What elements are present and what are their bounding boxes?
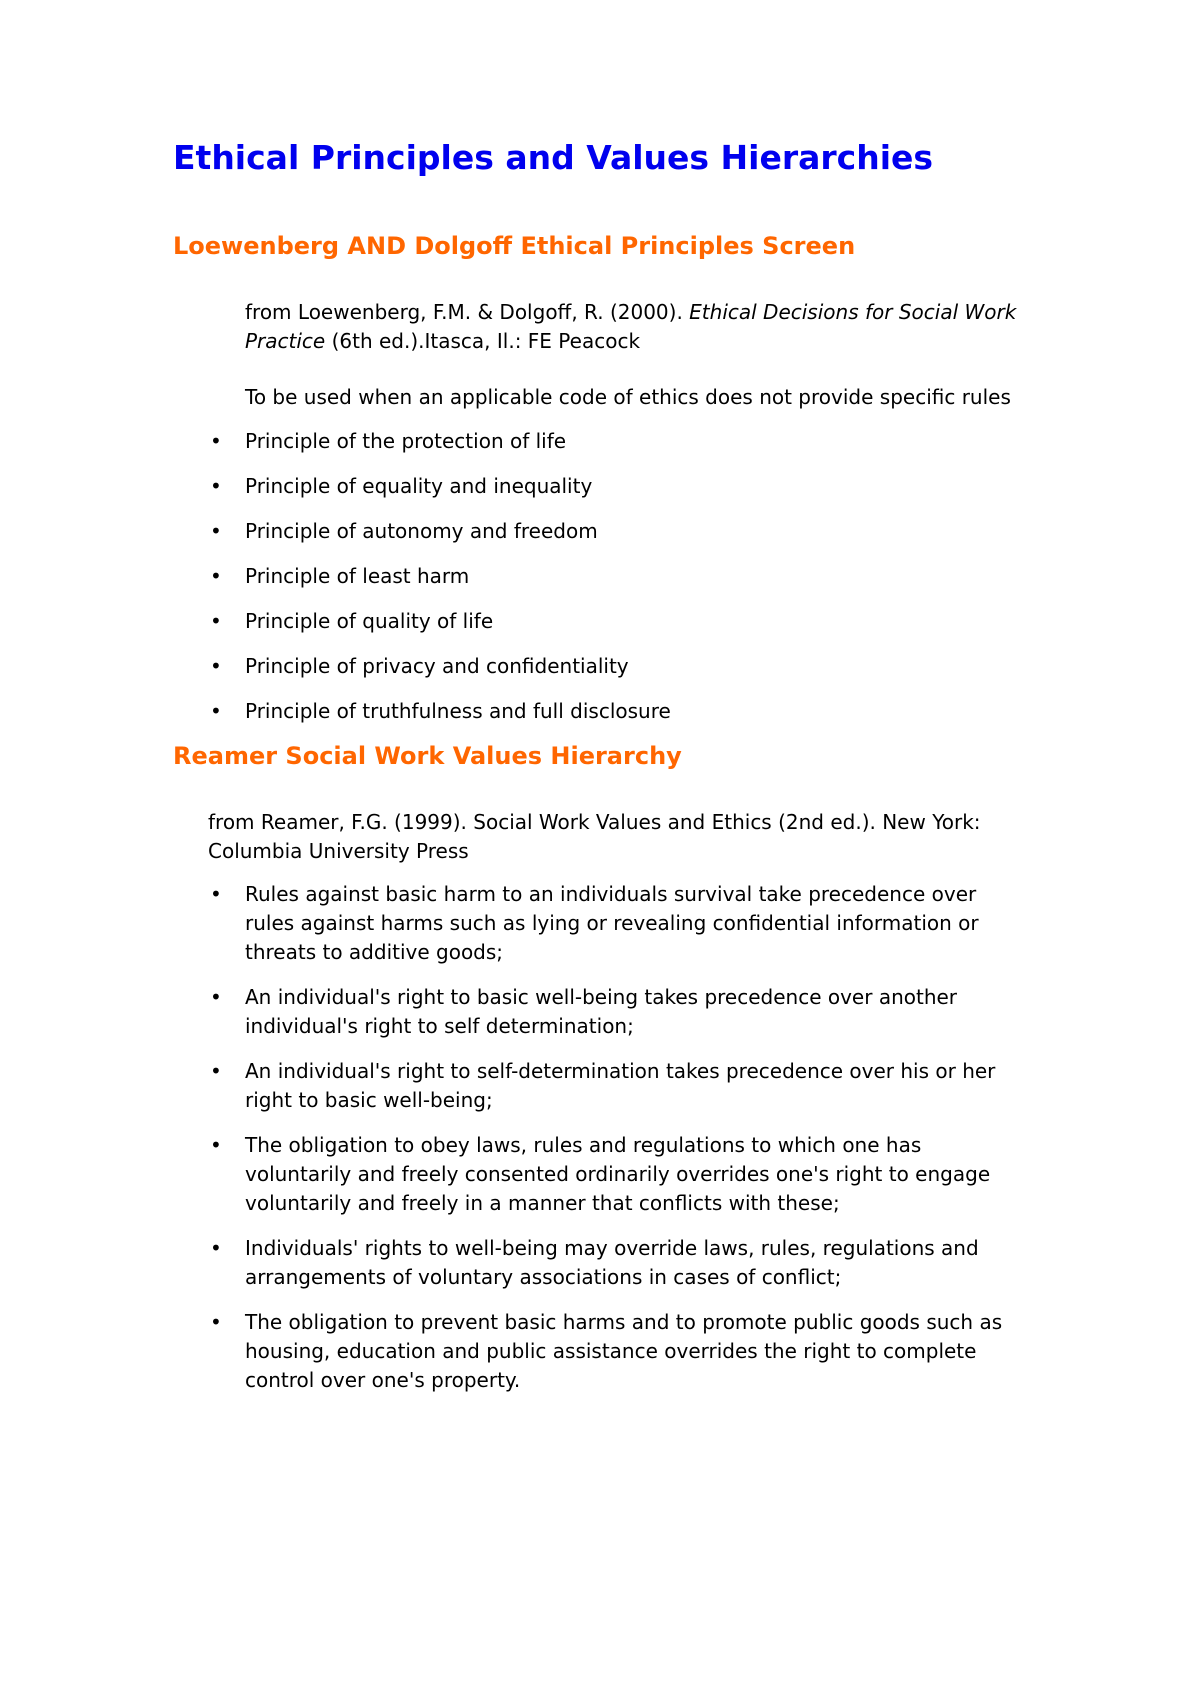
list-item-text: Principle of least harm xyxy=(245,564,470,588)
bullet-icon: • xyxy=(210,1310,222,1334)
list-item xyxy=(0,1131,1025,1218)
citation-suffix: (6th ed.).Itasca, Il.: FE Peacock xyxy=(325,329,641,353)
bullet-icon: • xyxy=(210,609,222,633)
list-item xyxy=(0,472,1025,517)
list-item xyxy=(0,517,1025,562)
list-item-text: The obligation to obey laws, rules and regulations to which one has voluntarily and freely consented ordinarily overrides one's right to engage voluntarily and freely in a manner that conflicts with these; xyxy=(245,1133,991,1215)
citation-prefix: from Loewenberg, F.M. & Dolgoff, R. (2000). xyxy=(245,300,690,324)
bullet-icon: • xyxy=(210,985,222,1009)
list-item xyxy=(0,562,1025,607)
citation-book-title: Ethical Decisions for Social Work Practice xyxy=(245,300,1017,353)
list-item-text: The obligation to prevent basic harms and to promote public goods such as housing, education and public assistance overrides the right to complete control over one's property. xyxy=(245,1310,1003,1392)
list-item-text: Principle of autonomy and freedom xyxy=(245,519,598,543)
bullet-icon: • xyxy=(210,429,222,453)
list-item xyxy=(0,697,1025,742)
bullet-icon: • xyxy=(210,474,222,498)
list-item xyxy=(0,427,1025,472)
list-item-text: An individual's right to self-determination takes precedence over his or her right to basic well-being; xyxy=(245,1059,996,1112)
loewenberg-citation xyxy=(245,298,1065,356)
list-item xyxy=(0,983,1025,1041)
list-item xyxy=(0,1308,1025,1395)
section-heading-reamer: Reamer Social Work Values Hierarchy xyxy=(173,742,682,770)
bullet-icon: • xyxy=(210,1059,222,1083)
list-item-text: Principle of the protection of life xyxy=(245,429,567,453)
principles-list xyxy=(0,427,1025,742)
bullet-icon: • xyxy=(210,882,222,906)
list-item-text: Individuals' rights to well-being may override laws, rules, regulations and arrangements of voluntary associations in cases of conflict; xyxy=(245,1236,979,1289)
list-item xyxy=(0,1057,1025,1115)
bullet-icon: • xyxy=(210,1236,222,1260)
list-item xyxy=(0,1234,1025,1292)
bullet-icon: • xyxy=(210,1133,222,1157)
values-hierarchy-list xyxy=(0,880,1025,1411)
bullet-icon: • xyxy=(210,564,222,588)
bullet-icon: • xyxy=(210,519,222,543)
list-item-text: Principle of quality of life xyxy=(245,609,494,633)
section-heading-loewenberg-dolgoff: Loewenberg AND Dolgoff Ethical Principles Screen xyxy=(173,232,856,260)
list-item xyxy=(0,652,1025,697)
usage-note: To be used when an applicable code of ethics does not provide specific rules xyxy=(245,385,1011,409)
reamer-citation: from Reamer, F.G. (1999). Social Work Values and Ethics (2nd ed.). New York: Columbia University Press xyxy=(208,810,981,863)
list-item xyxy=(0,607,1025,652)
bullet-icon: • xyxy=(210,654,222,678)
list-item-text: Principle of equality and inequality xyxy=(245,474,593,498)
list-item-text: Principle of truthfulness and full disclosure xyxy=(245,699,671,723)
page-title: Ethical Principles and Values Hierarchies xyxy=(173,138,934,177)
bullet-icon: • xyxy=(210,699,222,723)
list-item xyxy=(0,880,1025,967)
list-item-text: Rules against basic harm to an individuals survival take precedence over rules against harms such as lying or revealing confidential information or threats to additive goods; xyxy=(245,882,979,964)
list-item-text: Principle of privacy and confidentiality xyxy=(245,654,629,678)
list-item-text: An individual's right to basic well-being takes precedence over another individual's right to self determination; xyxy=(245,985,958,1038)
